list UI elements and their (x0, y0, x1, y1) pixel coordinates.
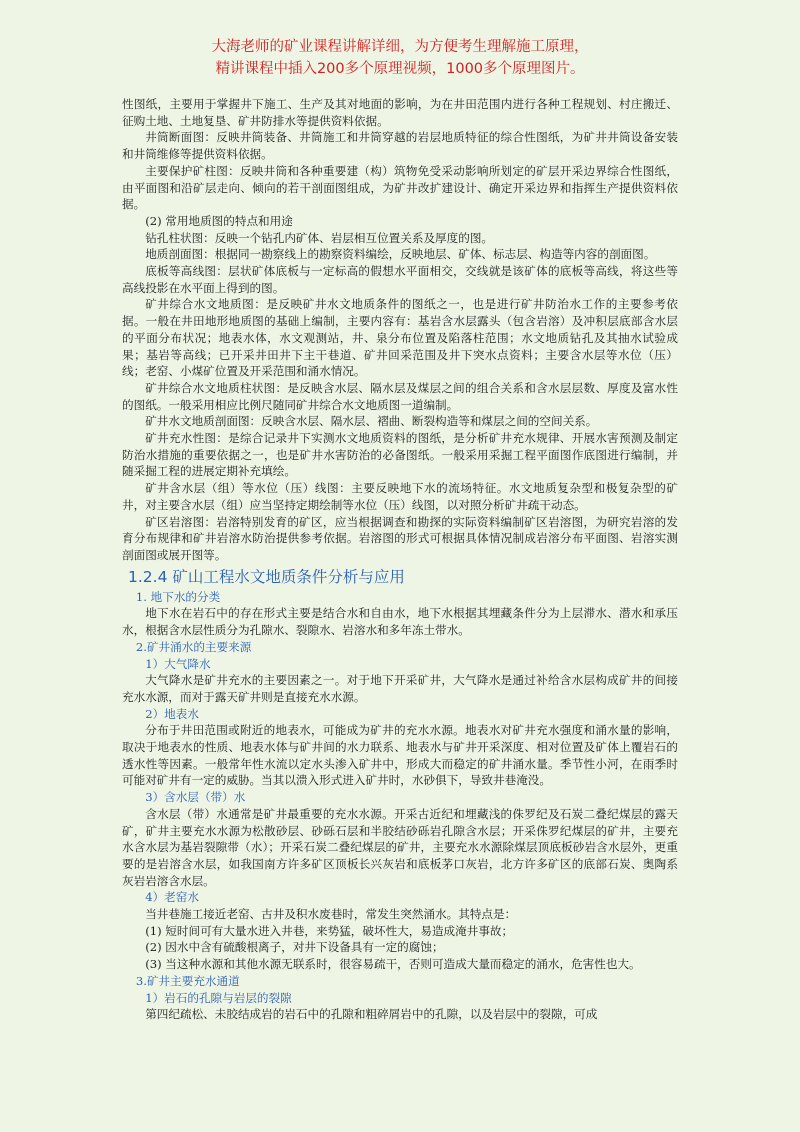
document-body (122, 96, 678, 1023)
heading-aquifer-water: 3）含水层（带）水 (145, 790, 246, 805)
paragraph: 地下水在岩石中的存在形式主要是结合水和自由水，地下水根据其埋藏条件分为上层滞水、潜水和承压水，根据含水层性质分为孔隙水、裂隙水、岩溶水和多年冻土带水。 (122, 606, 678, 638)
list-item: (3) 当这种水源和其他水源无联系时，很容易疏干，否则可造成大量而稳定的涌水，危害性也大。 (145, 957, 641, 972)
heading-precipitation: 1）大气降水 (145, 656, 211, 671)
paragraph: 大气降水是矿井充水的主要因素之一。对于地下开采矿井，大气降水是通过补给含水层构成矿井的间接充水水源，而对于露天矿井则是直接充水水源。 (122, 673, 678, 704)
paragraph: 分布于井田范围或附近的地表水，可能成为矿井的充水水源。地表水对矿井充水强度和涌水量的影响，取决于地表水的性质、地表水体与矿井间的水力联系、地表水与矿井开采深度、相对位置及矿体上覆岩石的透水性等因素。一般常年性水流以定水头渗入矿井中，形成大而稳定的矿井涌水量。季节性小河，在雨季时可能对矿井有一定的威胁。当其以溃入形式进入矿井时，水砂俱下，导致井巷淹没。 (122, 723, 678, 788)
paragraph: 主要保护矿柱图：反映井筒和各种重要建（构）筑物免受采动影响所划定的矿层开采边界综合性图纸，由平面图和沿矿层走向、倾向的若干剖面图组成，为矿井改扩建设计、确定开采边界和指挥生产提供资料依据。 (122, 163, 678, 212)
paragraph: 矿区岩溶图：岩溶特别发育的矿区，应当根据调查和勘探的实际资料编制矿区岩溶图，为研究岩溶的发育分布规律和矿井岩溶水防治提供参考依据。岩溶图的形式可根据具体情况制成岩溶分布平面图、岩溶实测剖面图或展开图等。 (122, 514, 678, 562)
paragraph: 钻孔柱状图：反映一个钻孔内矿体、岩层相互位置关系及厚度的图。 (145, 230, 494, 245)
list-item: (1) 短时间可有大量水进入井巷，来势猛，破坏性大，易造成淹井事故； (145, 923, 514, 938)
paragraph: 含水层（带）水通常是矿井最重要的充水水源。开采古近纪和埋藏浅的侏罗纪及石炭二叠纪煤层的露天矿，矿井主要充水水源为松散砂层、砂砾石层和半胶结砂砾岩孔隙含水层；开采侏罗纪煤层的矿井，主要充水含水层为基岩裂隙带（水）；开采石炭二叠纪煤层的矿井，主要充水水源除煤层顶底板砂岩含水层外，更重要的是岩溶含水层，如我国南方许多矿区顶板长兴灰岩和底板茅口灰岩，北方许多矿区的底部石炭、奥陶系灰岩岩溶含水层。 (122, 806, 678, 888)
heading-groundwater-classification: 1. 地下水的分类 (135, 589, 221, 604)
paragraph: 性图纸，主要用于掌握井下施工、生产及其对地面的影响，为在井田范围内进行各种工程规划、村庄搬迁、征购土地、土地复垦、矿井防排水等提供资料依据。 (122, 97, 678, 128)
paragraph: 当井巷施工接近老窑、古井及积水废巷时，常发生突然涌水。其特点是： (145, 907, 517, 922)
paragraph: 底板等高线图：层状矿体底板与一定标高的假想水平面相交，交线就是该矿体的底板等高线，将这些等高线投影在水平面上得到的图。 (122, 264, 678, 295)
heading-pores-fissures: 1）岩石的孔隙与岩层的裂隙 (145, 990, 292, 1005)
subsection-heading: (2) 常用地质图的特点和用途 (145, 213, 293, 228)
paragraph: 井筒断面图：反映井筒装备、井筒施工和井筒穿越的岩层地质特征的综合性图纸，为矿井井筒设备安装和井筒维修等提供资料依据。 (122, 130, 678, 162)
promo-banner (0, 36, 800, 80)
paragraph: 矿井综合水文地质图：是反映矿井水文地质条件的图纸之一，也是进行矿井防治水工作的主要参考依据。一般在井田地形地质图的基础上编制，主要内容有：基岩含水层露头（包含岩溶）及冲积层底部含水层的平面分布状况；地表水体，水文观测站，井、泉分布位置及陷落柱范围；水文地质钻孔及其抽水试验成果；基岩等高线；已开采井田井下主干巷道、矿井回采范围及井下突水点资料；主要含水层等水位（压）线；老窑、小煤矿位置及开采范围和涌水情况。 (122, 297, 678, 379)
list-item: (2) 因水中含有硫酸根离子，对井下设备具有一定的腐蚀； (145, 940, 444, 955)
paragraph: 矿井水文地质剖面图：反映含水层、隔水层、褶曲、断裂构造等和煤层之间的空间关系。 (145, 414, 598, 429)
heading-water-sources: 2.矿井涌水的主要来源 (135, 639, 252, 654)
paragraph: 矿井含水层（组）等水位（压）线图：主要反映地下水的流场特征。水文地质复杂型和极复杂型的矿井，对主要含水层（组）应当坚持定期绘制等水位（压）线图，以对照分析矿井疏干动态。 (122, 481, 678, 512)
banner-line-2: 精讲课程中插入200多个原理视频，1000多个原理图片。 (215, 61, 585, 77)
section-heading: 1.2.4 矿山工程水文地质条件分析与应用 (128, 567, 405, 586)
paragraph: 矿井充水性图：是综合记录井下实测水文地质资料的图纸，是分析矿井充水规律、开展水害预测及制定防治水措施的重要依据之一，也是矿井水害防治的必备图纸。一般采用采掘工程平面图作底图进行编制，并随采掘工程的进展定期补充填绘。 (122, 431, 678, 479)
paragraph: 第四纪疏松、未胶结成岩的岩石中的孔隙和粗碎屑岩中的孔隙，以及岩层中的裂隙，可成 (145, 1007, 598, 1022)
paragraph: 矿井综合水文地质柱状图：是反映含水层、隔水层及煤层之间的组合关系和含水层层数、厚度及富水性的图纸。一般采用相应比例尺随同矿井综合水文地质图一道编制。 (122, 380, 678, 412)
heading-old-kiln-water: 4）老窑水 (145, 890, 199, 905)
banner-line-1: 大海老师的矿业课程讲解详细，为方便考生理解施工原理， (211, 39, 589, 55)
paragraph: 地质剖面图：根据同一勘察线上的勘察资料编绘，反映地层、矿体、标志层、构造等内容的剖面图。 (145, 247, 656, 262)
heading-water-channels: 3.矿井主要充水通道 (135, 973, 240, 988)
heading-surface-water: 2）地表水 (145, 706, 199, 721)
